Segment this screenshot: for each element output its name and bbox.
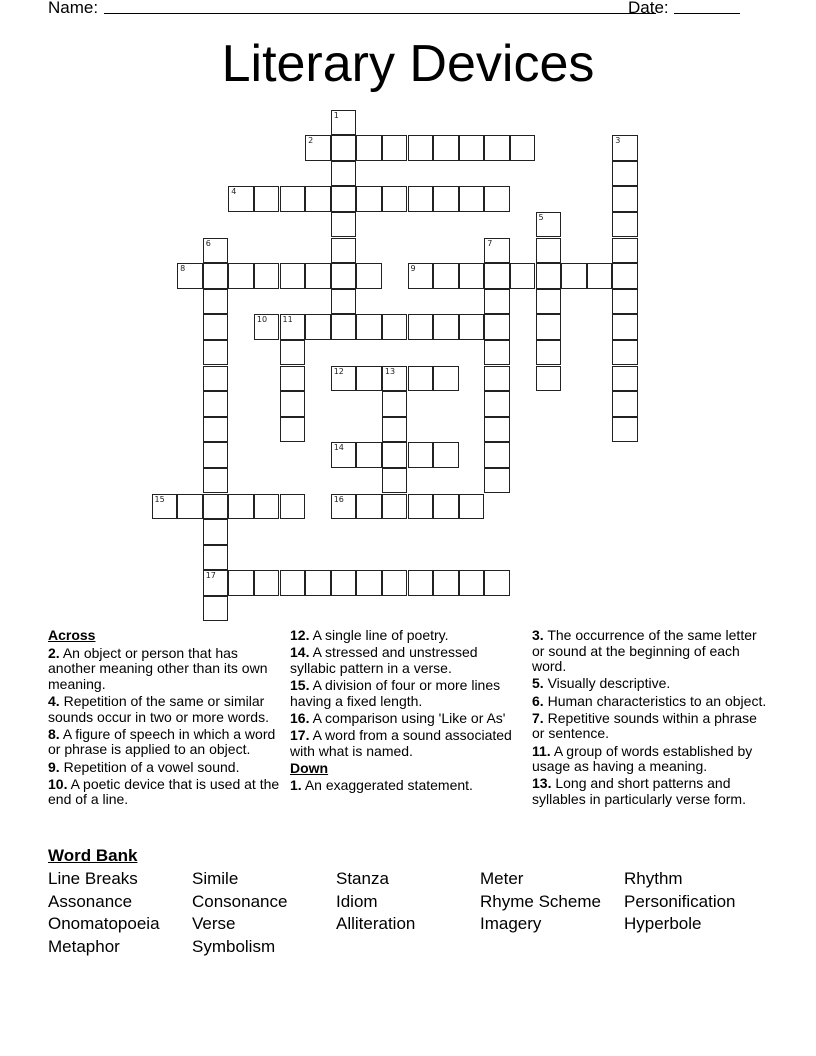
grid-cell[interactable] (459, 314, 485, 340)
grid-cell[interactable] (228, 186, 254, 212)
grid-cell[interactable] (203, 366, 229, 392)
grid-cell[interactable] (382, 186, 408, 212)
grid-cell[interactable] (203, 314, 229, 340)
grid-cell[interactable] (536, 212, 562, 238)
grid-cell[interactable] (612, 186, 638, 212)
grid-cell[interactable] (433, 442, 459, 468)
grid-cell[interactable] (356, 314, 382, 340)
grid-cell[interactable] (612, 135, 638, 161)
clue-number: 11 (282, 315, 293, 325)
clue-across-12: 12. A single line of poetry. (290, 627, 449, 643)
grid-cell[interactable] (612, 238, 638, 264)
clue-number: 16 (333, 494, 344, 504)
grid-cell[interactable] (152, 494, 178, 520)
grid-cell[interactable] (484, 263, 510, 289)
grid-cell[interactable] (536, 340, 562, 366)
grid-cell[interactable] (433, 314, 459, 340)
grid-cell[interactable] (408, 442, 434, 468)
grid-cell[interactable] (561, 263, 587, 289)
grid-cell[interactable] (484, 135, 510, 161)
grid-cell[interactable] (305, 135, 331, 161)
word-bank (48, 846, 788, 958)
grid-cell[interactable] (484, 570, 510, 596)
grid-cell[interactable] (203, 263, 229, 289)
grid-cell[interactable] (612, 289, 638, 315)
grid-cell[interactable] (356, 366, 382, 392)
clue-number: 5 (538, 212, 544, 222)
grid-cell[interactable] (280, 494, 306, 520)
grid-cell[interactable] (484, 417, 510, 443)
grid-cell[interactable] (484, 289, 510, 315)
grid-cell[interactable] (382, 366, 408, 392)
grid-cell[interactable] (331, 314, 357, 340)
grid-cell[interactable] (510, 135, 536, 161)
grid-cell[interactable] (484, 391, 510, 417)
grid-cell[interactable] (408, 494, 434, 520)
grid-cell[interactable] (356, 570, 382, 596)
grid-cell[interactable] (331, 263, 357, 289)
grid-cell[interactable] (203, 545, 229, 571)
name-label: Name: (48, 0, 99, 17)
word-bank-item: Verse (192, 914, 236, 934)
clue-across-17: 17. A word from a sound associated with what is named. (290, 726, 512, 759)
clue-across-8: 8. A figure of speech in which a word or phrase is applied to an object. (48, 725, 276, 758)
grid-cell[interactable] (356, 135, 382, 161)
grid-cell[interactable] (177, 494, 203, 520)
grid-cell[interactable] (203, 494, 229, 520)
clue-number: 7 (487, 238, 493, 248)
grid-cell[interactable] (356, 186, 382, 212)
grid-cell[interactable] (382, 391, 408, 417)
grid-cell[interactable] (356, 442, 382, 468)
grid-cell[interactable] (408, 570, 434, 596)
grid-cell[interactable] (203, 238, 229, 264)
grid-cell[interactable] (203, 289, 229, 315)
clue-number: 2 (308, 136, 314, 146)
grid-cell[interactable] (331, 494, 357, 520)
grid-cell[interactable] (382, 494, 408, 520)
grid-cell[interactable] (331, 289, 357, 315)
grid-cell[interactable] (433, 570, 459, 596)
grid-cell[interactable] (459, 263, 485, 289)
clue-number: 9 (410, 264, 416, 274)
page-title: Literary Devices (221, 35, 595, 93)
grid-cell[interactable] (254, 314, 280, 340)
word-bank-item: Personification (624, 891, 736, 911)
word-bank-item: Metaphor (48, 936, 120, 956)
grid-cell[interactable] (612, 366, 638, 392)
grid-cell[interactable] (331, 186, 357, 212)
clue-down-7: 7. Repetitive sounds within a phrase or sentence. (532, 709, 757, 742)
grid-cell[interactable] (612, 391, 638, 417)
grid-cell[interactable] (177, 263, 203, 289)
clues-column-3 (532, 628, 772, 809)
grid-cell[interactable] (203, 468, 229, 494)
grid-cell[interactable] (408, 135, 434, 161)
grid-cell[interactable] (203, 391, 229, 417)
grid-cell[interactable] (408, 314, 434, 340)
grid-cell[interactable] (612, 340, 638, 366)
grid-cell[interactable] (459, 494, 485, 520)
grid-cell[interactable] (459, 186, 485, 212)
clue-number: 6 (205, 238, 211, 248)
clues-column-1 (48, 628, 284, 810)
grid-cell[interactable] (536, 366, 562, 392)
grid-cell[interactable] (536, 238, 562, 264)
grid-cell[interactable] (382, 570, 408, 596)
grid-cell[interactable] (280, 417, 306, 443)
grid-cell[interactable] (408, 366, 434, 392)
word-bank-item: Rhyme Scheme (480, 891, 601, 911)
clue-across-10: 10. A poetic device that is used at the end of a line. (48, 775, 280, 808)
grid-cell[interactable] (280, 366, 306, 392)
clue-number: 14 (333, 443, 344, 453)
across-heading: Across (48, 627, 96, 643)
clue-number: 17 (205, 571, 216, 581)
grid-cell[interactable] (254, 263, 280, 289)
grid-cell[interactable] (484, 468, 510, 494)
word-bank-item: Simile (192, 869, 239, 888)
grid-cell[interactable] (305, 314, 331, 340)
clue-down-13: 13. Long and short patterns and syllables in particularly verse form. (532, 775, 746, 807)
grid-cell[interactable] (254, 570, 280, 596)
grid-cell[interactable] (510, 263, 536, 289)
clue-down-11: 11. A group of words established by usage as having a meaning. (532, 742, 753, 775)
word-bank-item: Alliteration (336, 914, 416, 934)
word-bank-item: Line Breaks (48, 869, 138, 888)
grid-cell[interactable] (331, 212, 357, 238)
clue-down-1: 1. An exaggerated statement. (290, 777, 473, 794)
grid-cell[interactable] (433, 366, 459, 392)
grid-cell[interactable] (459, 570, 485, 596)
grid-cell[interactable] (280, 391, 306, 417)
grid-cell[interactable] (484, 314, 510, 340)
grid-cell[interactable] (408, 263, 434, 289)
grid-cell[interactable] (331, 570, 357, 596)
grid-cell[interactable] (305, 570, 331, 596)
grid-cell[interactable] (382, 417, 408, 443)
grid-cell[interactable] (331, 366, 357, 392)
grid-cell[interactable] (280, 340, 306, 366)
clue-across-4: 4. Repetition of the same or similar sounds occur in two or more words. (48, 692, 269, 725)
grid-cell[interactable] (280, 314, 306, 340)
grid-cell[interactable] (612, 161, 638, 187)
grid-cell[interactable] (203, 519, 229, 545)
clue-down-6: 6. Human characteristics to an object. (532, 692, 767, 709)
clue-number: 1 (333, 110, 339, 120)
grid-cell[interactable] (612, 263, 638, 289)
grid-cell[interactable] (459, 135, 485, 161)
grid-cell[interactable] (612, 314, 638, 340)
grid-cell[interactable] (228, 570, 254, 596)
word-bank-item: Imagery (480, 914, 542, 934)
word-bank-item: Idiom (336, 891, 378, 911)
word-bank-item: Symbolism (192, 936, 276, 956)
word-bank-item: Meter (480, 869, 524, 888)
grid-cell[interactable] (331, 161, 357, 187)
word-bank-item: Consonance (192, 891, 288, 911)
word-bank-list (48, 868, 788, 958)
word-bank-item: Hyperbole (624, 914, 702, 934)
grid-cell[interactable] (484, 366, 510, 392)
grid-cell[interactable] (203, 596, 229, 622)
clues-column-2 (290, 628, 522, 796)
grid-cell[interactable] (203, 442, 229, 468)
grid-cell[interactable] (612, 417, 638, 443)
grid-cell[interactable] (484, 442, 510, 468)
grid-cell[interactable] (612, 212, 638, 238)
clue-number: 3 (615, 136, 621, 146)
grid-cell[interactable] (536, 314, 562, 340)
date-label: Date: (628, 0, 669, 17)
grid-cell[interactable] (331, 110, 357, 136)
grid-cell[interactable] (280, 263, 306, 289)
grid-cell[interactable] (382, 314, 408, 340)
grid-cell[interactable] (280, 570, 306, 596)
grid-cell[interactable] (484, 186, 510, 212)
clue-across-9: 9. Repetition of a vowel sound. (48, 758, 240, 775)
grid-cell[interactable] (331, 442, 357, 468)
word-bank-item: Onomatopoeia (48, 914, 160, 934)
clue-number: 15 (154, 494, 165, 504)
grid-cell[interactable] (228, 263, 254, 289)
grid-cell[interactable] (203, 417, 229, 443)
grid-cell[interactable] (203, 340, 229, 366)
down-heading: Down (290, 759, 329, 776)
clue-number: 10 (256, 315, 268, 325)
clue-down-3: 3. The occurrence of the same letter or sound at the beginning of each word. (532, 627, 757, 675)
clue-number: 4 (231, 187, 237, 197)
word-bank-item: Rhythm (624, 869, 683, 888)
grid-cell[interactable] (203, 570, 229, 596)
grid-cell[interactable] (484, 238, 510, 264)
clue-across-16: 16. A comparison using 'Like or As' (290, 709, 506, 726)
grid-cell[interactable] (382, 135, 408, 161)
grid-cell[interactable] (484, 340, 510, 366)
grid-cell[interactable] (408, 186, 434, 212)
grid-cell[interactable] (433, 186, 459, 212)
grid-cell[interactable] (433, 135, 459, 161)
clue-down-5: 5. Visually descriptive. (532, 675, 671, 692)
grid-cell[interactable] (356, 494, 382, 520)
clue-across-2: 2. An object or person that has another meaning other than its own meaning. (48, 644, 268, 692)
grid-cell[interactable] (228, 494, 254, 520)
grid-cell[interactable] (433, 494, 459, 520)
grid-cell[interactable] (305, 186, 331, 212)
word-bank-item: Stanza (336, 869, 389, 888)
clue-number: 12 (333, 366, 344, 376)
grid-cell[interactable] (433, 263, 459, 289)
grid-cell[interactable] (536, 263, 562, 289)
grid-cell[interactable] (382, 442, 408, 468)
grid-cell[interactable] (587, 263, 613, 289)
clue-number: 13 (384, 366, 396, 376)
grid-cell[interactable] (254, 494, 280, 520)
grid-cell[interactable] (331, 238, 357, 264)
clue-across-14: 14. A stressed and unstressed syllabic pattern in a verse. (290, 644, 478, 676)
word-bank-item: Assonance (48, 891, 133, 911)
grid-cell[interactable] (254, 186, 280, 212)
grid-cell[interactable] (280, 186, 306, 212)
grid-cell[interactable] (382, 468, 408, 494)
grid-cell[interactable] (536, 289, 562, 315)
grid-cell[interactable] (331, 135, 357, 161)
clue-across-15: 15. A division of four or more lines having a fixed length. (290, 676, 501, 709)
clue-number: 8 (180, 264, 186, 274)
word-bank-heading: Word Bank (48, 846, 138, 865)
grid-cell[interactable] (305, 263, 331, 289)
grid-cell[interactable] (356, 263, 382, 289)
